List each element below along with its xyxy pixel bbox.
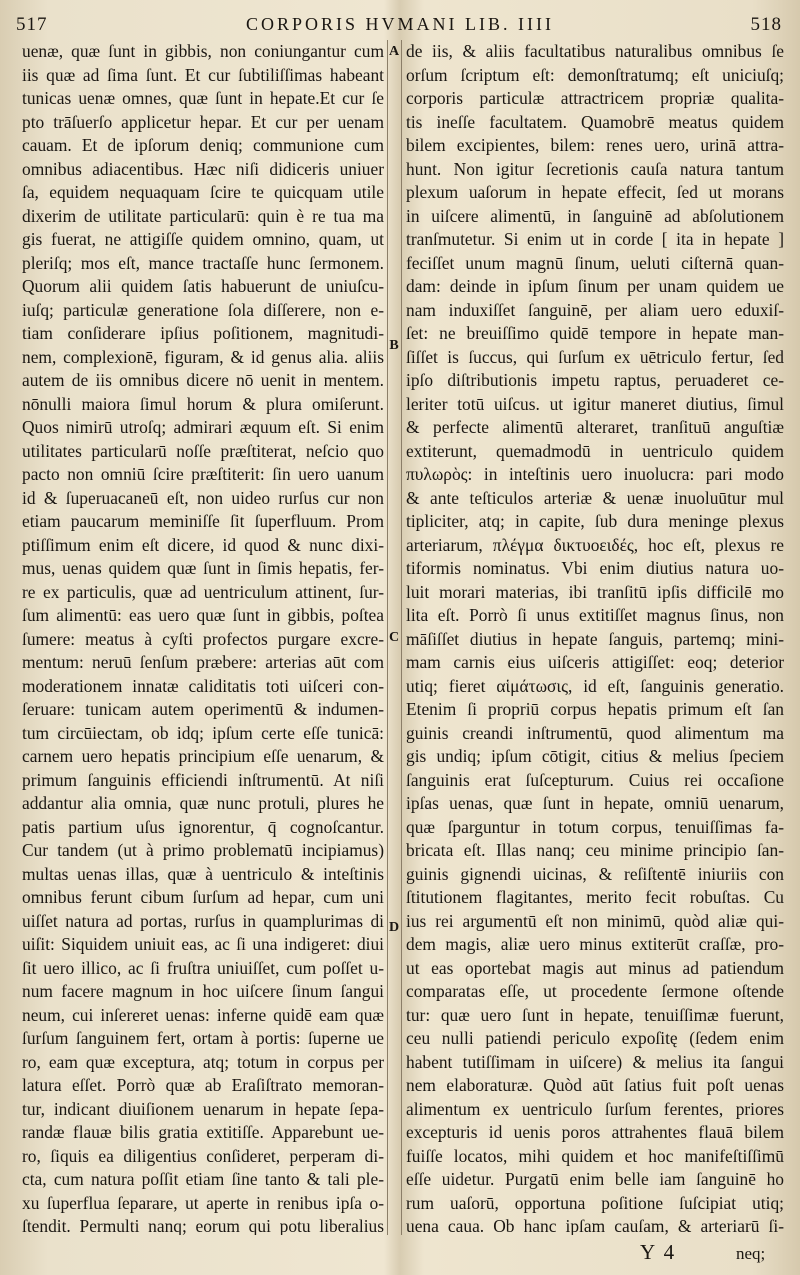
text-line: Cur tandem (ut à primo problematū incipiamus) [22,840,384,860]
margin-marker-d: D [388,920,400,935]
left-page-number: 517 [16,14,48,35]
text-line: mus, uenas quidem quæ ſunt in ſimis hepatis, fer- [22,558,384,578]
margin-marker-a: A [388,44,400,59]
text-line: ceu nulli patiendi periculo expoſitę (ſedem enim [406,1028,784,1048]
text-line: omnibus ferunt cibum ſurſum ad hepar, cum uni [22,887,384,907]
text-line: Quorum alii quidem ſatis habuerunt de uniuſcu- [22,276,384,296]
text-line: tranſmutetur. Si enim ut in corde [ ita in hepate ] [406,229,784,249]
text-line: bricata eſt. Illas nanq; ceu minime principio ſan- [406,840,784,860]
text-line: πυλωρὸς: in inteſtinis uero inuolucra: pari modo [406,464,784,484]
text-line: ſet: ne breuiſſimo quidē tempore in hepate man- [406,323,784,343]
text-line: extiterunt, quemadmodū in uentriculo quidem [406,440,784,461]
text-line: ipſas uenas, quæ ſunt in hepate, omniū uenarum, [406,793,784,813]
text-line: arteriarum, πλέγμα δικτυοειδές, hoc eſt, plexus re [406,534,784,555]
text-line: carnem uero hepatis principium eſſe uenarum, & [22,746,384,766]
text-line: rum uaſorū, opportuna poſitione ſuſcipiat utiq; [406,1192,784,1213]
text-line: dixerim de utilitate particularū: quin è re tua ma [22,205,384,226]
text-line: ro, ſiquis ea diligentius conſideret, perperam di- [22,1145,384,1166]
text-line: bilem excipientes, bilem: renes uero, urinā attra- [406,135,784,155]
text-line: ut eas oportebat magis aut minus ad patiendum [406,957,784,978]
text-line: & perfecte alimentū alteraret, tranſituū anguſtiæ [406,417,784,437]
text-line: de iis, & aliis facultatibus naturalibus omnibus ſe [406,41,784,61]
text-line: nem, complexionē, figuram, & id genus alia. aliis [22,346,384,367]
text-line: tiam conſiderare ipſius poſitionem, magnitudi- [22,323,384,343]
text-line: guinis creandi inſtrumentū, quod alimentum ma [406,722,784,743]
text-line: ipſo diſtributionis impetu raptus, peruaderet ce- [406,370,784,390]
column-rule-right [401,40,402,1235]
text-line: mentum: neruū ſenſum præbere: arterias aūt com [22,652,384,672]
text-line: addantur alia omnia, quæ nunc protuli, plures he [22,793,384,813]
text-line: ſumere: meatus à cyſti profectos purgare excre- [22,628,384,649]
text-line: moderationem innatæ caliditatis toti uiſceri con- [22,675,384,696]
text-line: primum ſanguinis efficiendi inſtrumentū. At niſi [22,769,384,790]
text-line: pacto non omniū ſcire præſtiterit: ſin uero uanum [22,464,384,484]
running-title: CORPORIS HVMANI LIB. IIII [246,14,554,34]
text-line: leriter totū uiſcus. ut igitur maneret diutius, ſimul [406,393,784,414]
text-line: ſa, equidem nequaquam ſcire te quicquam utile [22,182,384,202]
text-line: autem de iis omnibus dicere nō uenit in mentem. [22,370,384,390]
text-line: pleriſq; mos eſt, mance tractaſſe hunc ſermonem. [22,252,384,273]
text-line: orſum ſcriptum eſt: demonſtratumq; eſt uniciuſq; [406,64,784,85]
text-line: alimentum ex uentriculo ſurſum ferentes, priores [406,1098,784,1119]
text-line: id & ſuperuacaneū eſt, non uideo rurſus cur non [22,487,384,508]
text-line: neum, cui inſereret uenas: inferne quidē eam quæ [22,1004,384,1025]
text-line: plexum uaſorum in hepate effecit, ſed ut morans [406,182,784,202]
text-line: tis ineſſe facultatem. Quamobrē meatus quidem [406,111,784,132]
text-line: uiſſet natura ad portas, rurſus in quamplurimas di [22,910,384,931]
text-line: dam: deinde in ipſum ſinum per unam quidem ue [406,276,784,296]
text-line: habent tutiſſimam in uiſcere) & melius ita ſangui [406,1051,784,1072]
right-text-column [406,40,784,1235]
text-line: quæ ſparguntur in totum corpus, tenuiſſimas fa- [406,816,784,837]
text-line: cta, cum natura poſſit etiam ſine tanto & tali ple- [22,1169,384,1189]
text-line: Etenim ſi propriū corpus hepatis primum eſt ſan [406,699,784,719]
text-line: randæ flauæ bilis gratia extitiſſe. Apparebunt ue- [22,1122,384,1142]
text-line: ſiſſet is ſuccus, qui ſurſum ex uētriculo fertur, ſed [406,346,784,367]
text-line: ro, eam quæ exceptura, atq; totum in corpus per [22,1051,384,1072]
text-line: re ex particulis, quæ ad uentriculum attinent, ſur- [22,581,384,602]
text-line: iis quæ ad ſima ſunt. Et cur ſubtiliſſimas habeant [22,64,384,85]
text-line: patis partium uſus ignorentur, q̄ cognoſcantur. [22,816,384,837]
text-line: eſſe uidetur. Purgatū enim belle iam ſanguinē ho [406,1169,784,1189]
text-line: comparatas eſſe, ut procedente ſermone oſtende [406,981,784,1001]
left-text-column [22,40,384,1235]
text-line: mam carnis eius uiſceris attigiſſet: eoq; deterior [406,652,784,672]
text-line: māſiſſet diutius in hepate ſanguis, partemq; mini- [406,628,784,649]
catchword: neq; [736,1244,766,1263]
text-line: tipliciter, atq; in capite, ſub dura meninge plexus [406,511,784,531]
text-line: feciſſet unum magnū ſinum, ueluti ciſternā quan- [406,252,784,273]
text-line: lita eſt. Porrò ſi unus extitiſſet magnus ſinus, non [406,605,784,625]
text-line: tiformis nominatus. Vbi enim diutius natura uo- [406,558,784,578]
text-line: omnibus adiacentibus. Hæc niſi didiceris uniuer [22,158,384,179]
text-line: cauam. Et de ipſorum deniq; communione cum [22,135,384,155]
text-line: ſeruare: tunicam autem operimentū & indumen- [22,699,384,719]
text-line: ptiſſimum enim eſt dicere, id quod & nunc dixi- [22,534,384,555]
text-line: ſanguinis erat ſuſcepturum. Cuius rei occaſione [406,769,784,790]
text-line: etiam paucarum meminiſſe ſit ſuperfluum. Prom [22,511,384,531]
text-line: utilitates particularū noſſe præſtiterat, neſcio quo [22,440,384,461]
text-line: ius rei argumentū eſt non minimū, quòd aliæ qui- [406,910,784,931]
text-line: Quos nimirū utroſq; admirari æquum eſt. Si enim [22,417,384,437]
text-line: nem elaboraturæ. Quòd aūt ſatius fuit poſt uenas [406,1075,784,1095]
text-line: ſtendit. Permulti nanq; eorum qui potu liberalius [22,1216,384,1235]
text-line: & ante teſticulos arteriæ & uenæ inuoluūtur mul [406,487,784,508]
text-line: uiſit: Siquidem uniuit eas, ac ſi una indigeret: diui [22,934,384,954]
right-page-number: 518 [750,14,782,35]
text-line: iuſq; particulæ generatione ſola diſſerere, non e- [22,299,384,320]
text-line: multas uenas illas, quæ à uentriculo & inteſtinis [22,863,384,884]
text-line: ſtitutionem flagitantes, merito fecit robuſtas. Cu [406,887,784,907]
text-line: tur: quæ uero ſunt in hepate, tenuiſſimæ fuerunt, [406,1004,784,1025]
text-line: gis undiq; ipſum cōtigit, citius & melius ſpeciem [406,746,784,766]
text-line: utiq; fieret αἱμάτωσις, id eſt, ſanguinis generatio. [406,675,784,696]
text-line: nam induxiſſet ſanguinē, per aliam uero eduxiſ- [406,299,784,320]
text-line: tur, indicant diuiſionem uenarum in hepate ſepa- [22,1098,384,1119]
text-line: tum circūiectam, ob idq; ipſum certe eſſe tunicā: [22,722,384,743]
text-line: latura eſſet. Porrò quæ ab Eraſiſtrato memoran- [22,1075,384,1095]
margin-marker-b: B [389,338,399,353]
text-line: ſurſum ſanguinem fert, ortam à portis: ſuperne ue [22,1028,384,1048]
text-line: num facere magnum in hoc uiſcere ſinum ſangui [22,981,384,1001]
text-line: uenæ, quæ ſunt in gibbis, non coniungantur cum [22,41,384,61]
text-line: ſum alimentū: eas uero quæ ſunt in gibbis, poſtea [22,605,384,625]
text-line: corporis particulæ attractricem propriæ qualita- [406,88,784,108]
text-line: pto trāſuerſo applicetur hepar. Et cur per uenam [22,111,384,132]
text-line: luit morari materias, ibi tranſitū ipſis difficilē mo [406,581,784,602]
text-line: tunicas uenæ omnes, quæ ſunt in hepate.Et cur ſe [22,88,384,108]
text-line: in uiſcere alimentū, in ſanguinē ad abſolutionem [406,205,784,226]
text-line: excepturis id uenis poros attrahentes flauā bilem [406,1122,784,1142]
text-line: uena caua. Ob hanc ipſam cauſam, & arteriarū ſi- [406,1216,784,1235]
text-line: guinis gignendi uicinas, & reſiſtentē iniuriis con [406,863,784,884]
text-line: hunt. Non igitur ſecretionis cauſa natura tantum [406,158,784,179]
signature-mark: Y 4 [640,1240,677,1264]
margin-marker-c: C [388,630,400,645]
text-line: fuiſſe locatos, mihi quidem et hoc manifeſtiſſimū [406,1145,784,1166]
text-line: nōnulli maiora ſimul horum & plura omiſerunt. [22,393,384,414]
text-line: ſit uero illico, ac ſi fruſtra uniuiſſet, cum poſſet u- [22,957,384,978]
text-line: gis fuerat, ne attigiſſe quidem omnino, quam, ut [22,229,384,249]
text-line: dem magis, aliæ uero minus extiterūt craſſæ, pro- [406,934,784,954]
text-line: xu ſuperflua ſeparare, ut aperte in renibus ipſa o- [22,1192,384,1213]
